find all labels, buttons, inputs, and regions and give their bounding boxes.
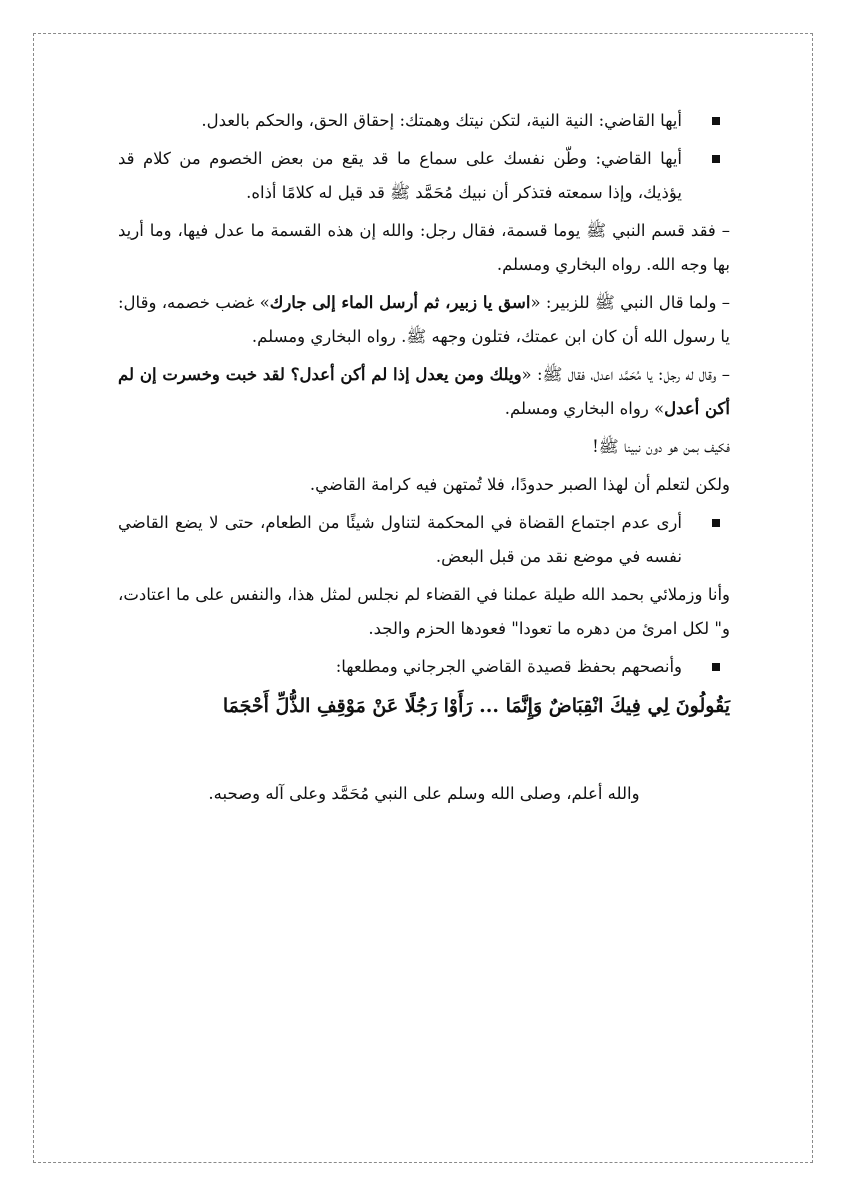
paragraph-hadith-adl — [118, 358, 730, 426]
bullet-item — [118, 142, 730, 210]
square-bullet-icon — [712, 519, 720, 527]
square-bullet-icon — [712, 663, 720, 671]
paragraph: فكيف بمن هو دون نبينا ﷺ! — [592, 437, 730, 456]
text-segment: – ولما قال النبي ﷺ للزبير: « — [530, 293, 730, 312]
closing-line: والله أعلم، وصلى الله وسلم على النبي مُحَمَّد وعلى آله وصحبه. — [208, 783, 640, 803]
text-segment: » رواه البخاري ومسلم. — [504, 399, 665, 418]
paragraph: وأنا وزملائي بحمد الله طيلة عملنا في القضاء لم نجلس لمثل هذا، والنفس على ما اعتادت، و" لكل امرئ من دهره ما تعودا" فعودها الحزم والجد. — [118, 585, 730, 638]
paragraph: – فقد قسم النبي ﷺ يوما قسمة، فقال رجل: والله إن هذه القسمة ما عدل فيها، وما أريد بها وجه الله. رواه البخاري ومسلم. — [118, 221, 730, 274]
document-body — [118, 104, 730, 724]
bullet-text: أيها القاضي: النية النية، لتكن نيتك وهمتك: إحقاق الحق، والحكم بالعدل. — [201, 111, 682, 130]
bullet-item — [118, 506, 730, 574]
paragraph-hadith-zubair — [118, 286, 730, 354]
paragraph: ولكن لتعلم أن لهذا الصبر حدودًا، فلا تُمتهن فيه كرامة القاضي. — [309, 475, 730, 494]
bold-quote: ويلك ومن يعدل إذا لم أكن أعدل؟ لقد خبت وخسرت إن لم أكن أعدل — [118, 365, 730, 418]
square-bullet-icon — [712, 117, 720, 125]
text-segment: » غضب خصمه، وقال: يا رسول الله أن كان ابن عمتك، فتلون وجهه ﷺ. رواه البخاري ومسلم. — [118, 293, 730, 346]
bullet-text: أرى عدم اجتماع القضاة في المحكمة لتناول شيئًا من الطعام، حتى لا يضع القاضي نفسه في موضع نقد من قبل البعض. — [118, 513, 682, 566]
square-bullet-icon — [712, 155, 720, 163]
poem-verse: يَقُولُونَ لِي فِيكَ انْقِبَاضٌ وَإِنَّمَا ... رَأَوْا رَجُلًا عَنْ مَوْقِفِ الذُّلِّ أَحْجَمَا — [222, 695, 730, 717]
bullet-text: أيها القاضي: وطّن نفسك على سماع ما قد يقع من بعض الخصوم من كلام قد يؤذيك، وإذا سمعته فتذكر أن نبيك مُحَمَّد ﷺ قد قيل له كلامًا أذاه. — [118, 149, 682, 202]
bullet-item — [118, 650, 730, 684]
text-segment: – وقال له رجل: يا مُحَمَّد اعدل، فقال ﷺ: « — [521, 365, 731, 384]
bullet-item — [118, 104, 730, 138]
bullet-text: وأنصحهم بحفظ قصيدة القاضي الجرجاني ومطلعها: — [335, 657, 682, 676]
bold-quote: اسق يا زبير، ثم أرسل الماء إلى جارك — [269, 293, 531, 312]
